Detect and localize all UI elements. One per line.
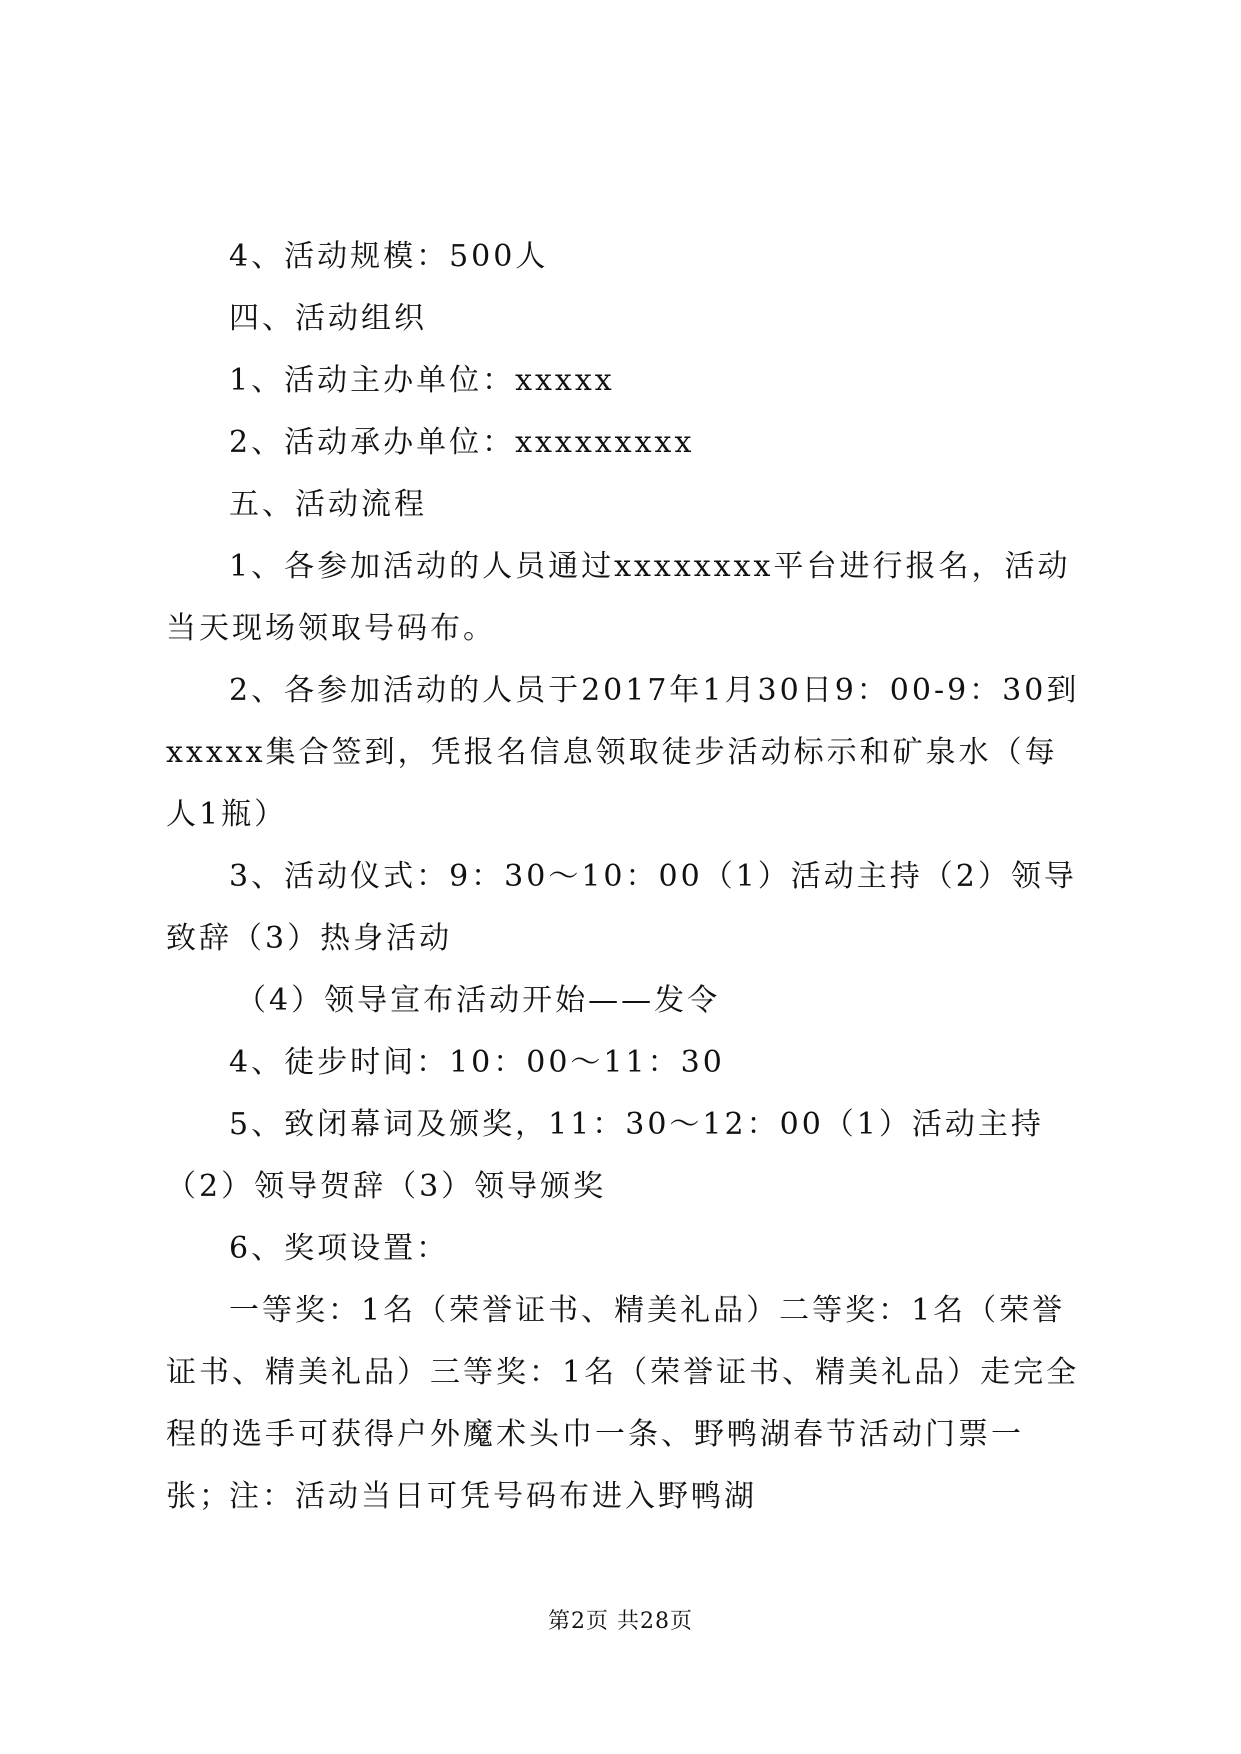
paragraph-scale: 4、活动规模：500人 bbox=[229, 239, 549, 274]
paragraph-host: 1、活动主办单位：xxxxx bbox=[229, 363, 615, 398]
heading-organization: 四、活动组织 bbox=[229, 301, 427, 336]
paragraph-organizer: 2、活动承办单位：xxxxxxxxx bbox=[229, 425, 695, 460]
paragraph-awards: 一等奖：1名（荣誉证书、精美礼品）二等奖：1名（荣誉证书、精美礼品）三等奖：1名（荣誉证书、精美礼品）走完全程的选手可获得户外魔术头巾一条、野鸭湖春节活动门票一张； bbox=[166, 1293, 1080, 1514]
paragraph-awards-heading: 6、奖项设置： bbox=[229, 1231, 450, 1266]
paragraph-ceremony: 3、活动仪式：9：30～10：00（1）活动主持（2）领导致辞（3）热身活动 bbox=[166, 859, 1077, 956]
paragraph-checkin: 2、各参加活动的人员于2017年1月30日9：00-9：30到xxxxx集合签到，凭报名信息领取徒步活动标示和矿泉水（每人1瓶） bbox=[166, 673, 1080, 832]
paragraph-note: 注：活动当日可凭号码布进入野鸭湖 bbox=[229, 1479, 757, 1514]
page-footer: 第2页 共28页 bbox=[548, 1609, 693, 1634]
paragraph-walk-time: 4、徒步时间：10：00～11：30 bbox=[229, 1045, 725, 1080]
paragraph-start-signal: （4）领导宣布活动开始——发令 bbox=[236, 983, 721, 1018]
paragraph-closing: 5、致闭幕词及颁奖，11：30～12：00（1）活动主持（2）领导贺辞（3）领导颁奖 bbox=[166, 1107, 1044, 1204]
heading-process: 五、活动流程 bbox=[229, 487, 427, 522]
paragraph-registration: 1、各参加活动的人员通过xxxxxxxx平台进行报名，活动当天现场领取号码布。 bbox=[166, 549, 1071, 646]
